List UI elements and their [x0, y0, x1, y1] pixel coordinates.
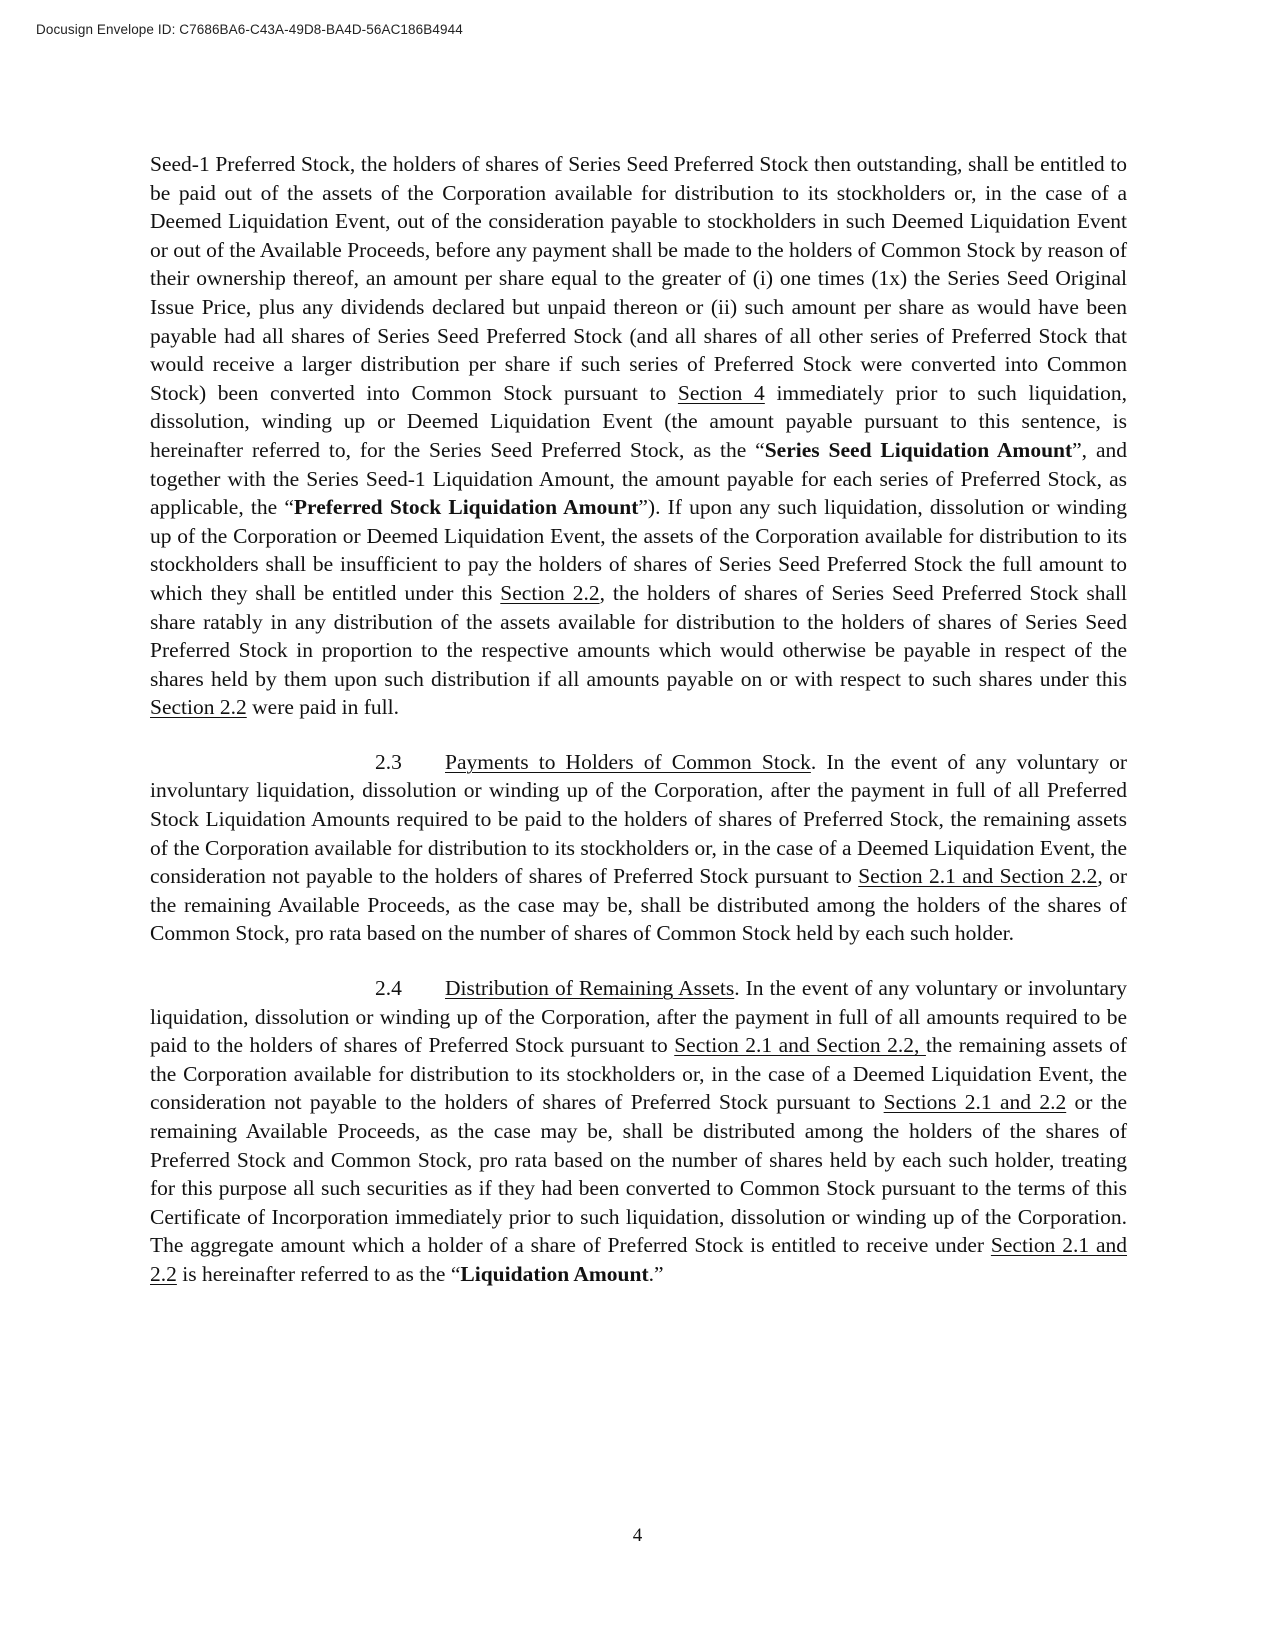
text-run: ”, and together with the Series Seed-1 Liquidation Amount, the amount payable for each series of Preferred Stock, as applicable, the “ [150, 437, 1127, 520]
docusign-envelope-id: Docusign Envelope ID: C7686BA6-C43A-49D8-BA4D-56AC186B4944 [36, 22, 463, 37]
section-2-1-and-2-2-reference: Section 2.1 and Section 2.2, [674, 1033, 926, 1058]
defined-term-series-seed-liquidation-amount: Series Seed Liquidation Amount [764, 437, 1073, 462]
text-run: Seed-1 Preferred Stock, the holders of shares of Series Seed Preferred Stock then outstanding, shall be entitled to be paid out of the assets of the Corporation available for distribution to its stockholders or, in the case of a Deemed Liquidation Event, out of the consideration payable to stockholders in such Deemed Liquidation Event or out of the Available Proceeds, before any payment shall be made to the holders of Common Stock by reason of their ownership thereof, an amount per share equal to the greater of (i) one times (1x) the Series Seed Original Issue Price, plus any dividends declared but unpaid thereon or (ii) such amount per share as would have been payable had all shares of Series Seed Preferred Stock (and all shares of all other series of Preferred Stock that would receive a larger distribution per share if such series of Preferred Stock were converted into Common Stock) been converted into Common Stock pursuant to [150, 152, 1128, 405]
page-number: 4 [632, 1525, 643, 1546]
document-body [150, 150, 1127, 1315]
text-run: , or the remaining Available Proceeds, as the case may be, shall be distributed among the holders of the shares of Common Stock, pro rata based on the number of shares of Common Stock held by each such holder. [150, 864, 1127, 946]
section-2-2-reference: Section 2.2 [500, 580, 600, 605]
section-2-4-paragraph [150, 974, 1127, 1289]
text-run: were paid in full. [246, 695, 399, 720]
section-4-reference: Section 4 [677, 380, 765, 405]
text-run: is hereinafter referred to as the “ [176, 1261, 461, 1286]
section-heading: Distribution of Remaining Assets [445, 976, 735, 1001]
sections-2-1-and-2-2-reference: Sections 2.1 and 2.2 [883, 1090, 1067, 1115]
text-run: immediately prior to such liquidation, dissolution, winding up or Deemed Liquidation Event (the amount payable pursuant to this sentence, is hereinafter referred to, for the Series Seed Preferred Stock, as the “ [150, 380, 1127, 462]
section-2-1-and-2-2-reference: Section 2.1 and 2.2 [150, 1233, 1127, 1286]
paragraph-liquidation-preference [150, 150, 1127, 722]
section-number: 2.4 [375, 976, 402, 1001]
text-run: the remaining assets of the Corporation available for distribution to its stockholders or, in the case of a Deemed Liquidation Event, the consideration not payable to the holders of shares of Preferred Stock pursuant to [150, 1033, 1127, 1115]
text-run: .” [648, 1261, 664, 1286]
section-2-3-paragraph [150, 748, 1127, 948]
text-run: . In the event of any voluntary or involuntary liquidation, dissolution or winding up of the Corporation, after the payment in full of all Preferred Stock Liquidation Amounts required to be paid to the holders of shares of Preferred Stock, the remaining assets of the Corporation available for distribution to its stockholders or, in the case of a Deemed Liquidation Event, the consideration not payable to the holders of shares of Preferred Stock pursuant to [150, 749, 1128, 889]
text-run: ”). If upon any such liquidation, dissolution or winding up of the Corporation or Deemed Liquidation Event, the assets of the Corporation available for distribution to its stockholders shall be insufficient to pay the holders of shares of Series Seed Preferred Stock the full amount to which they shall be entitled under this [150, 495, 1128, 605]
defined-term-liquidation-amount: Liquidation Amount [460, 1261, 649, 1286]
section-number: 2.3 [375, 749, 402, 774]
text-run: . In the event of any voluntary or involuntary liquidation, dissolution or winding up of the Corporation, after the payment in full of all amounts required to be paid to the holders of shares of Preferred Stock pursuant to [150, 976, 1127, 1058]
text-run: , the holders of shares of Series Seed Preferred Stock shall share ratably in any distribution of the assets available for distribution to the holders of shares of Series Seed Preferred Stock in proportion to the respective amounts which would otherwise be payable in respect of the shares held by them upon such distribution if all amounts payable on or with respect to such shares under this [150, 580, 1128, 691]
section-2-2-reference: Section 2.2 [150, 695, 247, 720]
text-run: or the remaining Available Proceeds, as the case may be, shall be distributed among the holders of the shares of Preferred Stock and Common Stock, pro rata based on the number of shares held by each such holder, treating for this purpose all such securities as if they had been converted to Common Stock pursuant to the terms of this Certificate of Incorporation immediately prior to such liquidation, dissolution or winding up of the Corporation. The aggregate amount which a holder of a share of Preferred Stock is entitled to receive under [150, 1090, 1127, 1258]
section-heading: Payments to Holders of Common Stock [445, 749, 811, 774]
defined-term-preferred-stock-liquidation-amount: Preferred Stock Liquidation Amount [293, 495, 639, 520]
section-2-1-and-2-2-reference: Section 2.1 and Section 2.2 [858, 864, 1098, 889]
